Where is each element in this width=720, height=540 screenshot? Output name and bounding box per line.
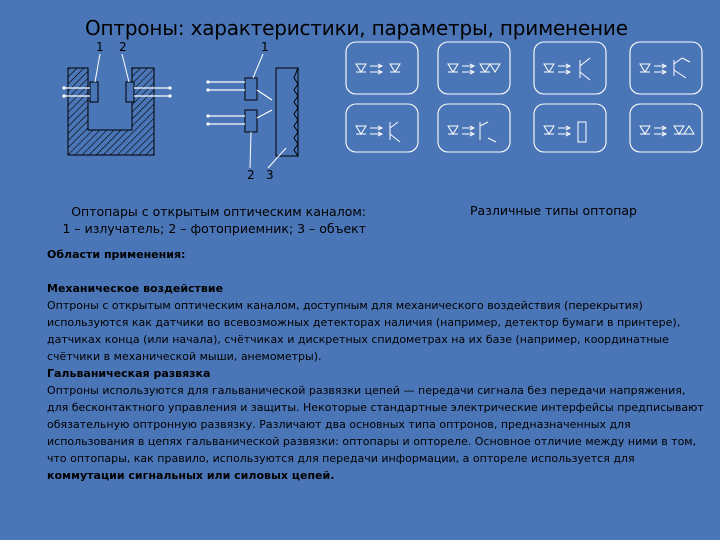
optocoupler-transistor	[534, 42, 606, 94]
section-mechanical-line: датчиках конца (или начала), счётчиках и дискретных спидометрах на их базе (например, координатные	[47, 333, 669, 346]
reflective-object	[276, 68, 298, 156]
section-galvanic-line: что оптопары, как правило, используются для передачи информации, а оптореле используется для	[47, 452, 635, 465]
label-detector: 2	[119, 40, 127, 54]
open-channel-caption	[0, 203, 366, 237]
optocoupler-diode-diode	[346, 42, 418, 94]
section-mechanical-line: используются как датчики во всевозможных детекторах наличия (например, детектор бумаги в принтере),	[47, 316, 681, 329]
open-channel-optocoupler-diagram	[50, 38, 370, 188]
label-reflective-emitter: 1	[261, 40, 269, 54]
optocoupler-darlington	[630, 42, 702, 94]
label-reflective-detector: 2	[247, 168, 255, 182]
section-galvanic-line: для бесконтактного управления и защиты. Некоторые стандартные электрические интерфейсы предписывают	[47, 401, 704, 414]
u-housing	[68, 68, 154, 155]
applications-heading: Области применения:	[47, 248, 186, 261]
section-galvanic-line: использования в цепях гальванической развязки: оптопары и оптореле. Основное отличие между ними в том,	[47, 435, 697, 448]
optocoupler-types-grid	[338, 38, 718, 156]
body-text	[47, 246, 715, 484]
detector	[126, 82, 134, 102]
slide-title: Оптроны: характеристики, параметры, применение	[85, 16, 628, 40]
section-mechanical-title: Механическое воздействие	[47, 282, 224, 295]
optocoupler-diode-pair	[438, 42, 510, 94]
label-emitter: 1	[96, 40, 104, 54]
section-mechanical-line: Оптроны с открытым оптическим каналом, доступным для механического воздействия (перекрытия)	[47, 299, 643, 312]
reflective-detector	[245, 110, 257, 132]
reflective-emitter	[245, 78, 257, 100]
open-channel-caption-line2: 1 – излучатель; 2 – фотоприемник; 3 – объект	[62, 221, 366, 236]
optocoupler-types-figure	[338, 38, 718, 156]
section-galvanic-title: Гальваническая развязка	[47, 367, 211, 380]
section-galvanic-line: Оптроны используются для гальванической развязки цепей — передачи сигнала без передачи напряжения,	[47, 384, 686, 397]
section-galvanic-line: обязательную оптронную развязку. Различают два основных типа оптронов, предназначенных для	[47, 418, 631, 431]
section-mechanical-line: счётчики в механической мыши, анемометры).	[47, 350, 322, 363]
optocoupler-types-caption: Различные типы оптопар	[470, 203, 637, 218]
label-object: 3	[266, 168, 274, 182]
open-channel-caption-line1: Оптопары с открытым оптическим каналом:	[71, 204, 366, 219]
section-galvanic-line: коммутации сигнальных или силовых цепей.	[47, 469, 335, 482]
open-channel-optocoupler-figure	[50, 38, 370, 188]
emitter	[90, 82, 98, 102]
